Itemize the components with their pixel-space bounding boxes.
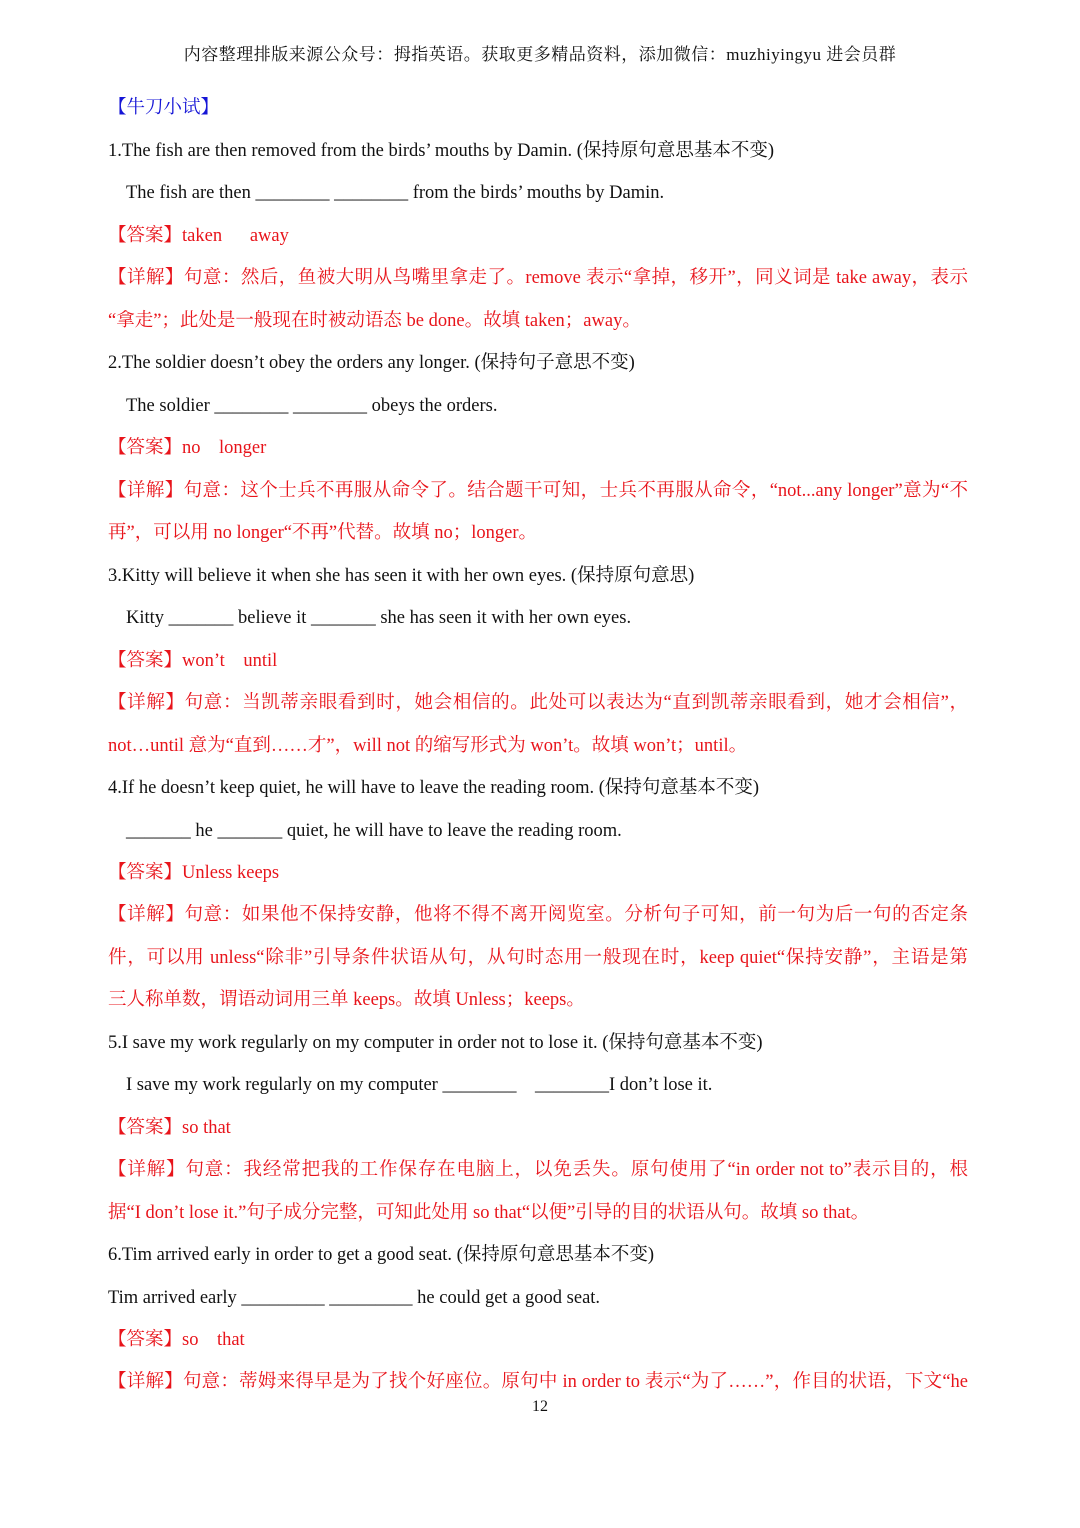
question-6-blank: Tim arrived early _________ _________ he could get a good seat.	[108, 1288, 601, 1308]
explanation-4-line-2: 件，可以用 unless“除非”引导条件状语从句，从句时态用一般现在时，keep quiet“保持安静”，主语是第	[108, 948, 968, 968]
question-5: 5.I save my work regularly on my computer in order not to lose it. (保持句意基本不变)	[108, 1033, 763, 1053]
question-3: 3.Kitty will believe it when she has seen it with her own eyes. (保持原句意思)	[108, 566, 695, 586]
explanation-3-line-2: not…until 意为“直到……才”，will not 的缩写形式为 won’t。故填 won’t；until。	[108, 736, 748, 756]
explanation-2-line-1: 【详解】句意：这个士兵不再服从命令了。结合题干可知，士兵不再服从命令，“not...any longer”意为“不	[108, 481, 968, 501]
answer-3: 【答案】won’t until	[108, 651, 278, 671]
explanation-5-line-2: 据“I don’t lose it.”句子成分完整，可知此处用 so that“以便”引导的目的状语从句。故填 so that。	[108, 1203, 870, 1223]
page-header: 内容整理排版来源公众号：拇指英语。获取更多精品资料，添加微信：muzhiyingyu 进会员群	[183, 45, 897, 64]
answer-2: 【答案】no longer	[108, 438, 267, 458]
explanation-6-line-1: 【详解】句意：蒂姆来得早是为了找个好座位。原句中 in order to 表示“为了……”，作目的状语，下文“he	[108, 1372, 968, 1392]
answer-6: 【答案】so that	[108, 1330, 245, 1350]
page-number: 12	[532, 1398, 548, 1415]
question-6: 6.Tim arrived early in order to get a good seat. (保持原句意思基本不变)	[108, 1245, 654, 1265]
question-2-blank: The soldier ________ ________ obeys the orders.	[126, 396, 498, 416]
question-3-blank: Kitty _______ believe it _______ she has seen it with her own eyes.	[126, 608, 632, 628]
question-2: 2.The soldier doesn’t obey the orders any longer. (保持句子意思不变)	[108, 353, 635, 373]
question-4-blank: _______ he _______ quiet, he will have to leave the reading room.	[126, 821, 622, 841]
answer-5: 【答案】so that	[108, 1118, 231, 1138]
section-title: 【牛刀小试】	[108, 98, 220, 118]
explanation-3-line-1: 【详解】句意：当凯蒂亲眼看到时，她会相信的。此处可以表达为“直到凯蒂亲眼看到，她才会相信”，	[108, 693, 968, 713]
question-5-blank: I save my work regularly on my computer ________ ________I don’t lose it.	[126, 1075, 713, 1095]
answer-4: 【答案】Unless keeps	[108, 863, 280, 883]
explanation-1-line-2: “拿走”；此处是一般现在时被动语态 be done。故填 taken；away。	[108, 311, 641, 331]
explanation-5-line-1: 【详解】句意：我经常把我的工作保存在电脑上，以免丢失。原句使用了“in order not to”表示目的，根	[108, 1160, 968, 1180]
question-1-blank: The fish are then ________ ________ from the birds’ mouths by Damin.	[126, 183, 665, 203]
question-1: 1.The fish are then removed from the birds’ mouths by Damin. (保持原句意思基本不变)	[108, 141, 775, 161]
explanation-2-line-2: 再”，可以用 no longer“不再”代替。故填 no；longer。	[108, 523, 538, 543]
explanation-1-line-1: 【详解】句意：然后，鱼被大明从鸟嘴里拿走了。remove 表示“拿掉，移开”，同义词是 take away，表示	[108, 268, 968, 288]
explanation-4-line-3: 三人称单数，谓语动词用三单 keeps。故填 Unless；keeps。	[108, 990, 585, 1010]
question-4: 4.If he doesn’t keep quiet, he will have to leave the reading room. (保持句意基本不变)	[108, 778, 760, 798]
explanation-4-line-1: 【详解】句意：如果他不保持安静，他将不得不离开阅览室。分析句子可知，前一句为后一句的否定条	[108, 905, 968, 925]
answer-1: 【答案】taken away	[108, 226, 289, 246]
